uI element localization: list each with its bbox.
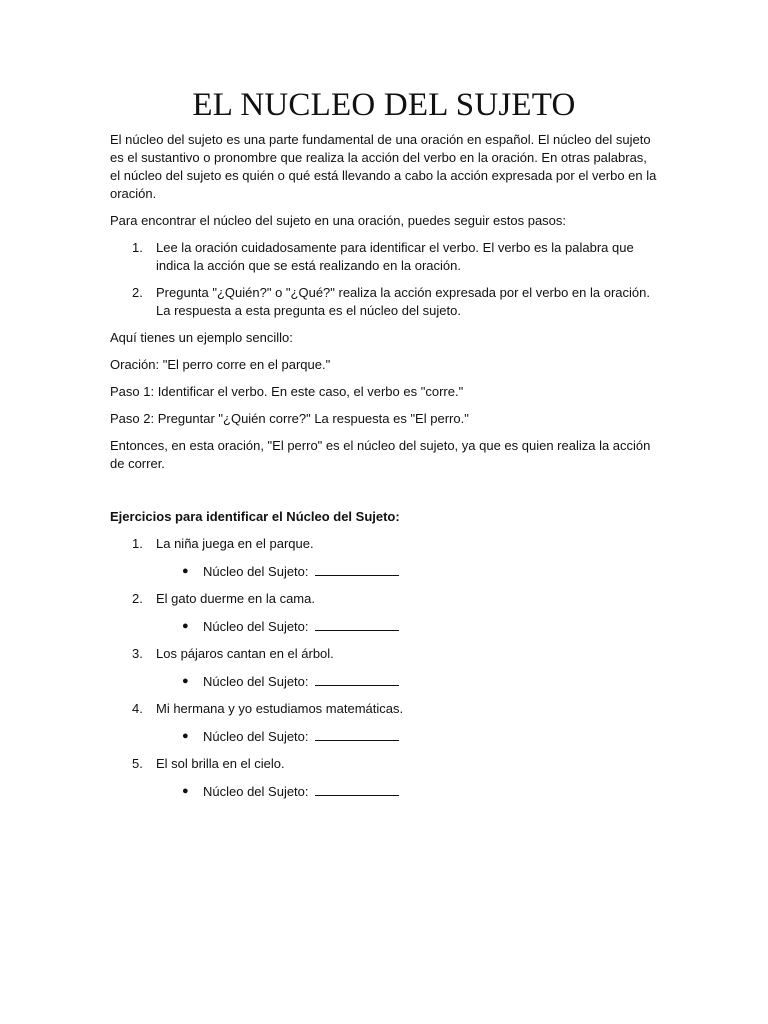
answer-line bbox=[110, 782, 658, 801]
exercise-text: El gato duerme en la cama. bbox=[156, 591, 315, 606]
bullet-icon: ● bbox=[182, 675, 189, 687]
answer-blank[interactable] bbox=[315, 562, 399, 576]
answer-line bbox=[110, 562, 658, 581]
step-text: Pregunta "¿Quién?" o "¿Qué?" realiza la acción expresada por el verbo en la oración. La respuesta a esta pregunta es el núcleo del sujeto. bbox=[156, 285, 650, 318]
intro-paragraph: El núcleo del sujeto es una parte fundamental de una oración en español. El núcleo del sujeto es el sustantivo o pronombre que realiza la acción del verbo en la oración. En otras palabras, el núcleo del sujeto es quién o qué está llevando a cabo la acción expresada por el verbo en la oración. bbox=[110, 132, 657, 201]
exercise-number: 5. bbox=[132, 756, 143, 771]
bullet-icon: ● bbox=[182, 620, 189, 632]
exercise-text: La niña juega en el parque. bbox=[156, 536, 314, 551]
exercise-text: Los pájaros cantan en el árbol. bbox=[156, 646, 334, 661]
step-item bbox=[110, 239, 658, 275]
answer-line bbox=[110, 672, 658, 691]
answer-label: Núcleo del Sujeto: bbox=[203, 784, 309, 799]
conclusion-paragraph: Entonces, en esta oración, "El perro" es el núcleo del sujeto, ya que es quien realiza la acción de correr. bbox=[110, 438, 651, 471]
answer-blank[interactable] bbox=[315, 672, 399, 686]
exercise-item bbox=[110, 645, 658, 691]
exercise-sentence bbox=[110, 590, 658, 608]
exercise-number: 3. bbox=[132, 646, 143, 661]
example-step-1: Paso 1: Identificar el verbo. En este caso, el verbo es "corre." bbox=[110, 384, 464, 399]
exercise-item bbox=[110, 590, 658, 636]
exercise-item bbox=[110, 700, 658, 746]
page-title: EL NUCLEO DEL SUJETO bbox=[192, 87, 576, 123]
exercise-number: 1. bbox=[132, 536, 143, 551]
step-text: Lee la oración cuidadosamente para identificar el verbo. El verbo es la palabra que indica la acción que se está realizando en la oración. bbox=[156, 240, 634, 273]
answer-line bbox=[110, 727, 658, 746]
exercises-list bbox=[110, 535, 658, 801]
exercise-number: 2. bbox=[132, 591, 143, 606]
answer-label: Núcleo del Sujeto: bbox=[203, 729, 309, 744]
answer-label: Núcleo del Sujeto: bbox=[203, 619, 309, 634]
answer-label: Núcleo del Sujeto: bbox=[203, 564, 309, 579]
section-spacer bbox=[110, 482, 658, 508]
exercise-number: 4. bbox=[132, 701, 143, 716]
answer-blank[interactable] bbox=[315, 782, 399, 796]
exercise-sentence bbox=[110, 535, 658, 553]
exercise-text: Mi hermana y yo estudiamos matemáticas. bbox=[156, 701, 404, 716]
bullet-icon: ● bbox=[182, 730, 189, 742]
example-step-2: Paso 2: Preguntar "¿Quién corre?" La respuesta es "El perro." bbox=[110, 411, 469, 426]
exercise-sentence bbox=[110, 645, 658, 663]
exercises-heading: Ejercicios para identificar el Núcleo del Sujeto: bbox=[110, 509, 400, 524]
exercise-text: El sol brilla en el cielo. bbox=[156, 756, 285, 771]
exercise-sentence bbox=[110, 700, 658, 718]
step-number: 1. bbox=[132, 240, 143, 255]
exercise-sentence bbox=[110, 755, 658, 773]
answer-blank[interactable] bbox=[315, 617, 399, 631]
bullet-icon: ● bbox=[182, 565, 189, 577]
exercise-item bbox=[110, 535, 658, 581]
exercise-item bbox=[110, 755, 658, 801]
answer-line bbox=[110, 617, 658, 636]
example-intro: Aquí tienes un ejemplo sencillo: bbox=[110, 330, 293, 345]
steps-intro-paragraph: Para encontrar el núcleo del sujeto en una oración, puedes seguir estos pasos: bbox=[110, 213, 567, 228]
answer-blank[interactable] bbox=[315, 727, 399, 741]
steps-list bbox=[110, 239, 658, 320]
example-sentence: Oración: "El perro corre en el parque." bbox=[110, 357, 331, 372]
step-number: 2. bbox=[132, 285, 143, 300]
step-item bbox=[110, 284, 658, 320]
bullet-icon: ● bbox=[182, 785, 189, 797]
answer-label: Núcleo del Sujeto: bbox=[203, 674, 309, 689]
